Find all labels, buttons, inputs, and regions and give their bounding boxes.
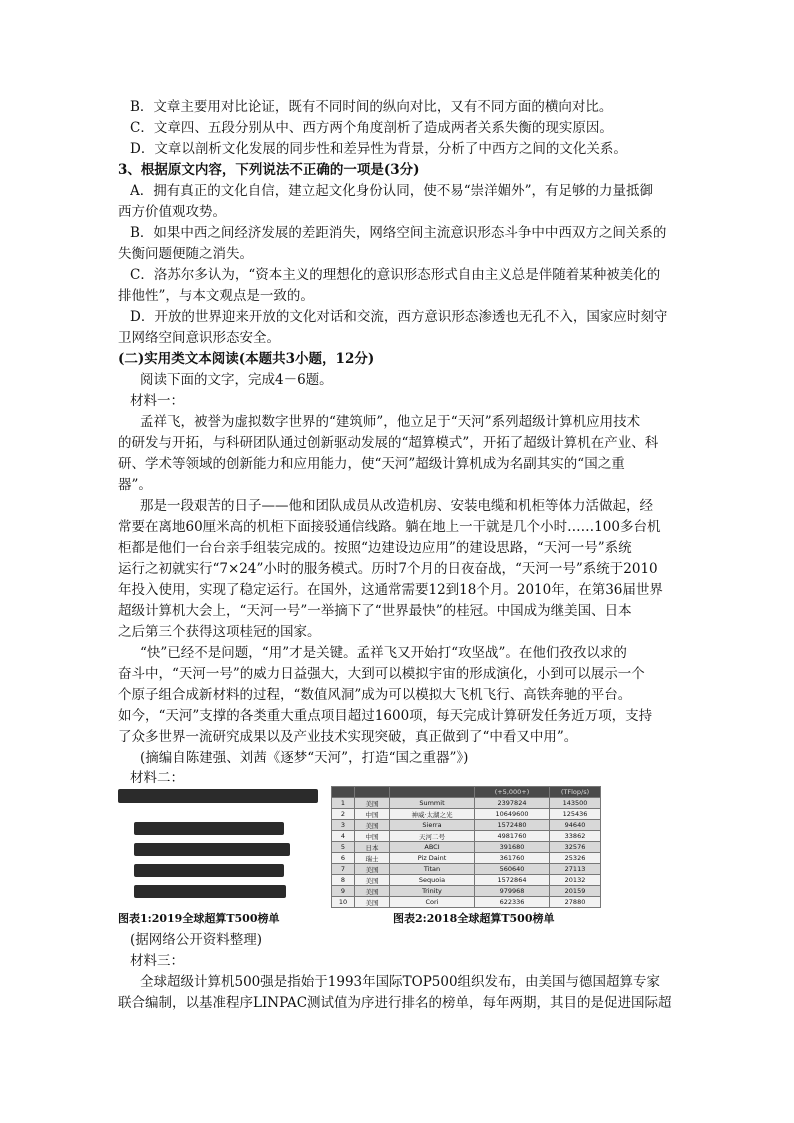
- option-b-prev: B．文章主要用对比论证，既有不同时间的纵向对比，又有不同方面的横向对比。: [130, 99, 613, 115]
- table-cell: Sequoia: [390, 875, 475, 886]
- table-header-cell: [390, 787, 475, 798]
- paragraph-line: 之后第三个获得这项桂冠的国家。: [118, 624, 321, 640]
- paragraph-line: 研、学术等领域的创新能力和应用能力，使“天河”超级计算机成为名副其实的“国之重: [118, 456, 625, 472]
- table-cell: 美国: [355, 875, 390, 886]
- paragraph-line: 超级计算机大会上，“天河一号”一举摘下了“世界最快”的桂冠。中国成为继美国、日本: [118, 603, 632, 619]
- table-cell: 美国: [355, 820, 390, 831]
- table-cell: 神威·太湖之光: [390, 809, 475, 820]
- section-2-instruction: 阅读下面的文字，完成4－6题。: [140, 372, 333, 388]
- table-header-cell: (+5,000+): [475, 787, 550, 798]
- table-cell: Cori: [390, 897, 475, 908]
- option-c-prev: C．文章四、五段分别从中、西方两个角度剖析了造成两者关系失衡的现实原因。: [130, 120, 613, 136]
- redacted-bar: [118, 789, 318, 803]
- table-cell: 361760: [475, 853, 550, 864]
- table-row: [332, 875, 601, 886]
- table-cell: 中国: [355, 831, 390, 842]
- figure-2-caption: 图表2:2018全球超算T500榜单: [393, 912, 555, 925]
- table-cell: Summit: [390, 798, 475, 809]
- section-2-title: (二)实用类文本阅读(本题共3小题，12分): [118, 351, 375, 367]
- table-row: [332, 886, 601, 897]
- table-cell: 4: [332, 831, 355, 842]
- paragraph-line: 的研发与开拓，与科研团队通过创新驱动发展的“超算模式”，开拓了超级计算机在产业、科: [118, 435, 659, 451]
- table-cell: Titan: [390, 864, 475, 875]
- paragraph-line: 那是一段艰苦的日子——他和团队成员从改造机房、安装电缆和机柜等体力活做起，经: [140, 498, 653, 514]
- table-cell: 25326: [550, 853, 601, 864]
- table-cell: 4981760: [475, 831, 550, 842]
- table-cell: 6: [332, 853, 355, 864]
- table-cell: 622336: [475, 897, 550, 908]
- table-row: [332, 853, 601, 864]
- table-header-cell: (TFlop/s): [550, 787, 601, 798]
- table-cell: 10649600: [475, 809, 550, 820]
- table-cell: 33862: [550, 831, 601, 842]
- paragraph-line: “快”已经不是问题，“用”才是关键。孟祥飞又开始打“攻坚战”。在他们孜孜以求的: [140, 645, 627, 661]
- table-cell: 天河二号: [390, 831, 475, 842]
- q3-option-d-cont: 卫网络空间意识形态安全。: [118, 330, 280, 346]
- table-cell: 560640: [475, 864, 550, 875]
- redacted-bar: [134, 864, 284, 877]
- table-cell: 美国: [355, 864, 390, 875]
- paragraph-line: 年投入使用，实现了稳定运行。在国外，这通常需要12到18个月。2010年，在第36届世界: [118, 582, 663, 598]
- table-cell: Trinity: [390, 886, 475, 897]
- paragraph-line: 常要在离地60厘米高的机柜下面接驳通信线路。躺在地上一干就是几个小时……100多台机: [118, 519, 661, 535]
- table-cell: 1572480: [475, 820, 550, 831]
- material-3-label: 材料三：: [130, 953, 184, 969]
- table-cell: Sierra: [390, 820, 475, 831]
- table-cell: 143500: [550, 798, 601, 809]
- redacted-bar: [134, 822, 284, 835]
- q3-option-b-cont: 失衡问题便随之消失。: [118, 246, 253, 262]
- table-cell: 20132: [550, 875, 601, 886]
- table-header-row: [332, 787, 601, 798]
- source-note: (据网络公开资料整理): [130, 932, 263, 948]
- paragraph-line: 全球超级计算机500强是指始于1993年国际TOP500组织发布，由美国与德国超算专家: [140, 974, 661, 990]
- paragraph-line: 运行之初就实行“7×24”小时的服务模式。历时7个月的日夜奋战，“天河一号”系统于2010: [118, 561, 658, 577]
- table-cell: 10: [332, 897, 355, 908]
- table-cell: 3: [332, 820, 355, 831]
- paragraph-line: 了众多世界一流研究成果以及产业技术实现突破，真正做到了“中看又中用”。: [118, 729, 578, 745]
- table-cell: 125436: [550, 809, 601, 820]
- table-cell: 1: [332, 798, 355, 809]
- table-cell: 94640: [550, 820, 601, 831]
- table-row: [332, 842, 601, 853]
- top500-table: [331, 786, 601, 908]
- table-cell: 瑞士: [355, 853, 390, 864]
- option-d-prev: D．文章以剖析文化发展的同步性和差异性为背景，分析了中西方之间的文化关系。: [130, 141, 627, 157]
- source-citation: (摘编自陈建强、刘茜《逐梦“天河”，打造“国之重器”》): [140, 750, 469, 766]
- table-cell: 5: [332, 842, 355, 853]
- table-cell: 美国: [355, 798, 390, 809]
- table-cell: 27113: [550, 864, 601, 875]
- table-cell: 1572864: [475, 875, 550, 886]
- paragraph-line: 孟祥飞，被誉为虚拟数字世界的“建筑师”，他立足于“天河”系列超级计算机应用技术: [140, 414, 641, 430]
- table-cell: 2397824: [475, 798, 550, 809]
- q3-option-c-cont: 排他性”，与本文观点是一致的。: [118, 288, 314, 304]
- paragraph-line: 器”。: [118, 477, 152, 493]
- q3-option-c: C．洛苏尔多认为，“资本主义的理想化的意识形态形式自由主义总是伴随着某种被美化的: [130, 267, 661, 283]
- redacted-bar: [134, 843, 290, 856]
- redacted-bar: [134, 885, 286, 898]
- table-row: [332, 864, 601, 875]
- table-cell: 27880: [550, 897, 601, 908]
- paragraph-line: 柜都是他们一台台亲手组装完成的。按照“边建设边应用”的建设思路，“天河一号”系统: [118, 540, 632, 556]
- table-cell: 979968: [475, 886, 550, 897]
- paragraph-line: 如今，“天河”支撑的各类重大重点项目超过1600项，每天完成计算研发任务近万项，支持: [118, 708, 653, 724]
- table-row: [332, 831, 601, 842]
- q3-option-d: D．开放的世界迎来开放的文化对话和交流，西方意识形态渗透也无孔不入，国家应时刻守: [130, 309, 668, 325]
- table-cell: 32576: [550, 842, 601, 853]
- table-cell: 7: [332, 864, 355, 875]
- table-cell: 8: [332, 875, 355, 886]
- q3-option-b: B．如果中西之间经济发展的差距消失，网络空间主流意识形态斗争中中西双方之间关系的: [130, 225, 667, 241]
- table-cell: 美国: [355, 897, 390, 908]
- table-cell: 391680: [475, 842, 550, 853]
- table-header-cell: [355, 787, 390, 798]
- q3-option-a-cont: 西方价值观攻势。: [118, 204, 226, 220]
- table-cell: 20159: [550, 886, 601, 897]
- paragraph-line: 联合编制，以基准程序LINPAC测试值为序进行排名的榜单，每年两期，其目的是促进国际超: [118, 995, 672, 1011]
- table-cell: 2: [332, 809, 355, 820]
- table-cell: Piz Daint: [390, 853, 475, 864]
- table-row: [332, 809, 601, 820]
- table-row: [332, 820, 601, 831]
- table-cell: 9: [332, 886, 355, 897]
- q3-option-a: A．拥有真正的文化自信，建立起文化身份认同，使不易“崇洋媚外”，有足够的力量抵御: [130, 183, 654, 199]
- figure-1-caption: 图表1:2019全球超算T500榜单: [118, 912, 280, 925]
- material-2-label: 材料二：: [130, 770, 184, 786]
- paragraph-line: 个原子组合成新材料的过程，“数值风洞”成为可以模拟大飞机飞行、高铁奔驰的平台。: [118, 687, 632, 703]
- table-cell: 中国: [355, 809, 390, 820]
- table-cell: ABCI: [390, 842, 475, 853]
- question-3-title: 3、根据原文内容，下列说法不正确的一项是(3分): [118, 162, 420, 178]
- paragraph-line: 奋斗中，“天河一号”的威力日益强大，大到可以模拟宇宙的形成演化，小到可以展示一个: [118, 666, 645, 682]
- table-header-cell: [332, 787, 355, 798]
- material-1-label: 材料一：: [130, 393, 184, 409]
- table-row: [332, 897, 601, 908]
- table-cell: 美国: [355, 886, 390, 897]
- table-cell: 日本: [355, 842, 390, 853]
- table-row: [332, 798, 601, 809]
